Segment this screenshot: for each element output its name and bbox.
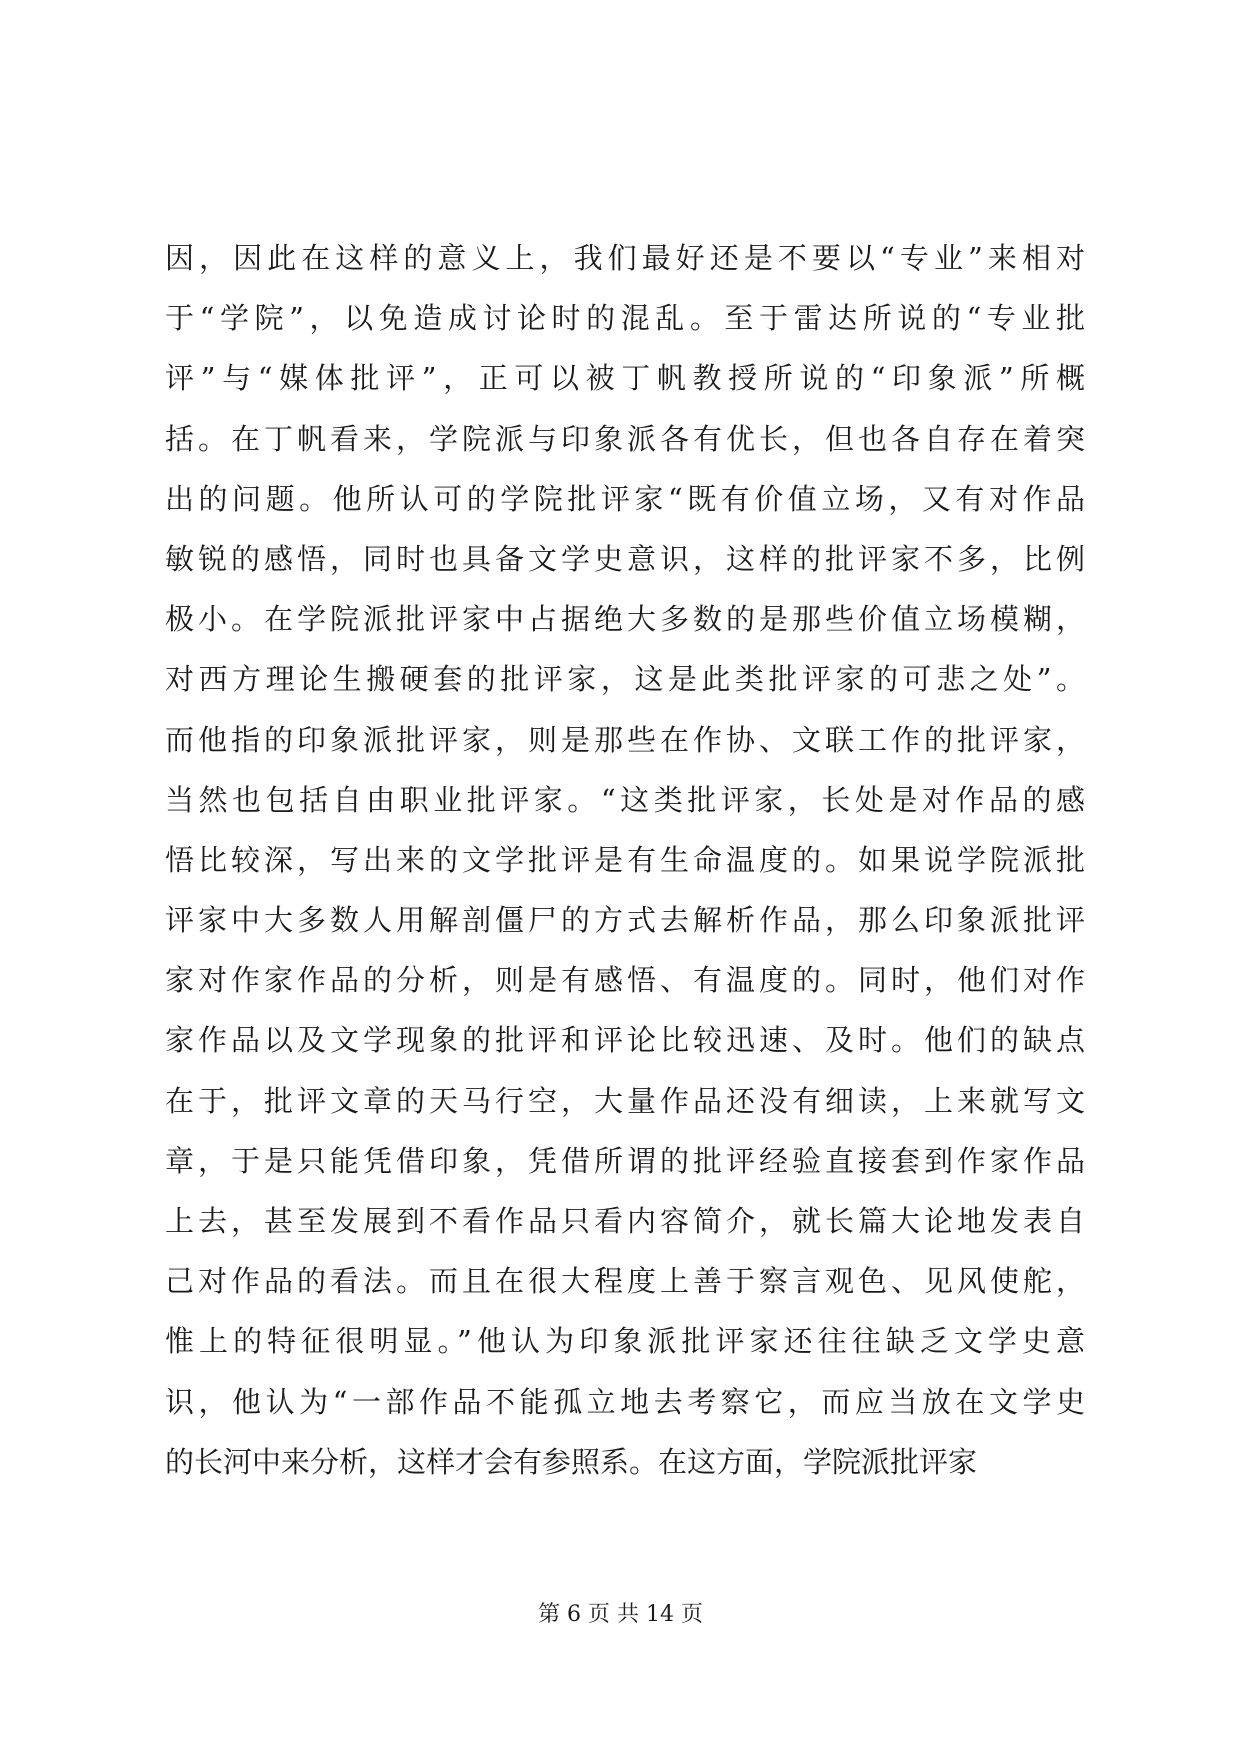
text-line: 而他指的印象派批评家，则是那些在作协、文联工作的批评家， [165,722,1085,757]
text-line: 章，于是只能凭借印象，凭借所谓的批评经验直接套到作家作品 [165,1143,1085,1178]
body-text [165,228,1085,1492]
text-line: 极小。在学院派批评家中占据绝大多数的是那些价值立场模糊， [165,602,1085,637]
text-line: 对西方理论生搬硬套的批评家，这是此类批评家的可悲之处”。 [165,662,1085,697]
text-line: 家作品以及文学现象的批评和评论比较迅速、及时。他们的缺点 [165,1023,1085,1058]
text-line: 己对作品的看法。而且在很大程度上善于察言观色、见风使舵， [165,1264,1085,1299]
page-footer: 第 6 页 共 14 页 [538,1602,703,1627]
text-line: 识，他认为“一部作品不能孤立地去考察它，而应当放在文学史 [165,1384,1085,1419]
text-line: 于“学院”，以免造成讨论时的混乱。至于雷达所说的“专业批 [165,301,1085,336]
text-line: 出的问题。他所认可的学院批评家“既有价值立场，又有对作品 [165,481,1085,516]
text-line: 敏锐的感悟，同时也具备文学史意识，这样的批评家不多，比例 [165,541,1085,576]
text-line: 家对作家作品的分析，则是有感悟、有温度的。同时，他们对作 [165,963,1085,998]
text-line: 评”与“媒体批评”，正可以被丁帆教授所说的“印象派”所概 [165,361,1085,396]
text-line: 括。在丁帆看来，学院派与印象派各有优长，但也各自存在着突 [165,421,1085,456]
text-line: 因，因此在这样的意义上，我们最好还是不要以“专业”来相对 [165,241,1085,275]
text-line: 当然也包括自由职业批评家。“这类批评家，长处是对作品的感 [165,782,1085,817]
text-line: 在于，批评文章的天马行空，大量作品还没有细读，上来就写文 [165,1083,1085,1118]
text-line: 悟比较深，写出来的文学批评是有生命温度的。如果说学院派批 [165,842,1085,877]
text-line: 的长河中来分析，这样才会有参照系。在这方面，学院派批评家 [165,1444,978,1479]
text-line: 惟上的特征很明显。”他认为印象派批评家还往往缺乏文学史意 [165,1324,1085,1359]
text-line: 上去，甚至发展到不看作品只看内容简介，就长篇大论地发表自 [165,1204,1085,1238]
text-line: 评家中大多数人用解剖僵尸的方式去解析作品，那么印象派批评 [165,903,1085,938]
